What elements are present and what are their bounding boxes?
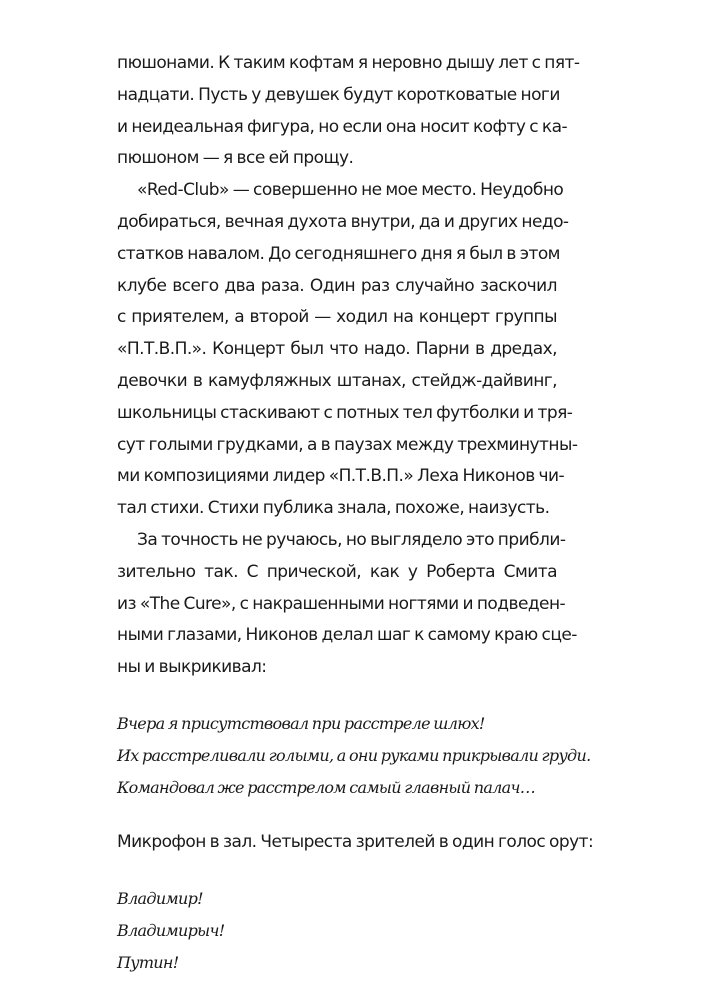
verse-execution <box>117 708 591 803</box>
book-page <box>117 48 594 979</box>
text-line: За точность не ручаюсь, но выглядело это прибли- <box>137 529 566 550</box>
text-line: пюшонами. К таким кофтам я неровно дышу лет с пят- <box>117 53 580 73</box>
text-line: с приятелем, а второй — ходил на концерт группы <box>117 307 557 328</box>
spacer <box>117 684 557 708</box>
paragraph-hoodies <box>117 48 580 175</box>
text-line: ны и выкрикивал: <box>117 657 267 678</box>
text-line: «П.Т.В.П.». Концерт был что надо. Парни в дредах, <box>117 339 557 360</box>
text-line: сут голыми грудками, а в паузах между трехминутны- <box>117 434 578 455</box>
text-line: тал стихи. Стихи публика знала, похоже, наизусть. <box>117 498 550 519</box>
spacer <box>117 859 557 883</box>
text-line: школьницы стаскивают с потных тел футболки и тря- <box>117 402 573 423</box>
verse-line: Командовал же расстрелом самый главный палач… <box>117 777 536 797</box>
narration-line: Микрофон в зал. Четыреста зрителей в один голос орут: <box>117 832 594 853</box>
text-line: и неидеальная фигура, но если она носит кофту с ка- <box>117 116 568 137</box>
text-line: статков навалом. До сегодняшнего дня я был в этом <box>117 243 560 264</box>
paragraph-red-club <box>117 175 578 525</box>
text-line: «Red-Club» — совершенно не мое место. Неудобно <box>137 180 564 201</box>
verse-line: Вчера я присутствовал при расстреле шлюх! <box>117 713 485 733</box>
text-line: надцати. Пусть у девушек будут коротковатые ноги <box>117 84 560 105</box>
text-line: добираться, вечная духота внутри, да и других недо- <box>117 211 569 232</box>
text-line: девочки в камуфляжных штанах, стейдж-дайвинг, <box>117 370 557 391</box>
text-line: зительно так. С прической, как у Роберта Смита <box>117 561 557 582</box>
text-line: из «The Cure», с накрашенными ногтями и подведен- <box>117 593 566 614</box>
verse-line: Их расстреливали голыми, а они руками прикрывали груди. <box>117 745 591 765</box>
verse-line: Владимир! <box>117 889 203 909</box>
spacer <box>117 803 557 827</box>
verse-line: Путин! <box>117 952 179 972</box>
verse-line: Владимирыч! <box>117 920 225 940</box>
verse-chant <box>117 883 557 978</box>
text-line: клубе всего два раза. Один раз случайно заскочил <box>117 275 557 296</box>
paragraph-nikonov <box>117 525 577 684</box>
text-line: пюшоном — я все ей прощу. <box>117 148 354 169</box>
text-line: ными глазами, Никонов делал шаг к самому краю сце- <box>117 625 577 646</box>
text-line: ми композициями лидер «П.Т.В.П.» Леха Никонов чи- <box>117 466 565 487</box>
